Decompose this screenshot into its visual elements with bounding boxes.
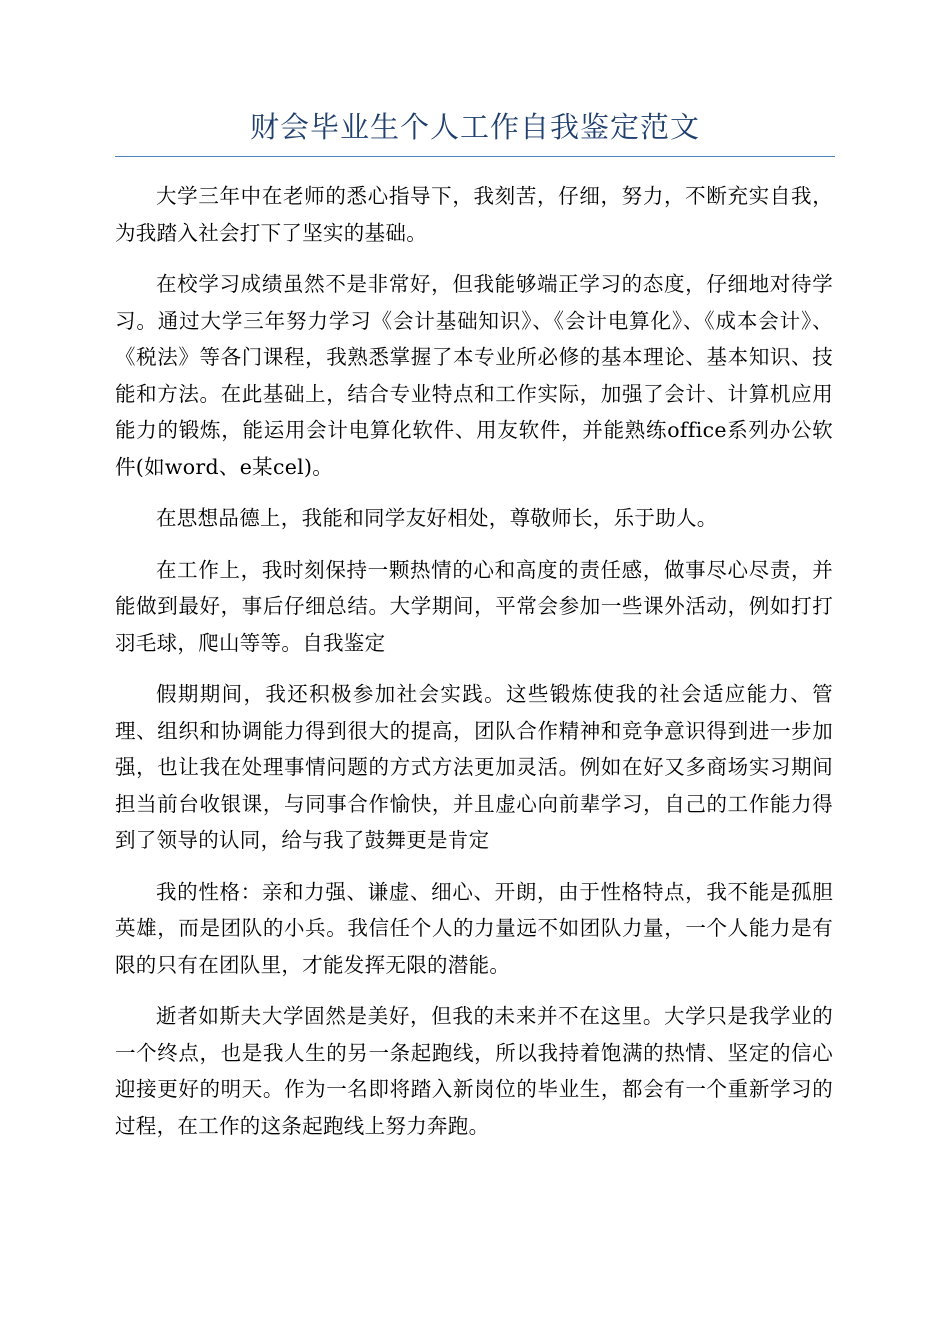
paragraph-future-outlook: 逝者如斯夫大学固然是美好，但我的未来并不在这里。大学只是我学业的一个终点，也是我人生的另一条起跑线，所以我持着饱满的热情、坚定的信心迎接更好的明天。作为一名即将踏入新岗位的毕业生，都会有一个重新学习的过程，在工作的这条起跑线上努力奔跑。 bbox=[115, 1004, 833, 1138]
paragraph-social-practice: 假期期间，我还积极参加社会实践。这些锻炼使我的社会适应能力、管理、组织和协调能力得到很大的提高，团队合作精神和竞争意识得到进一步加强，也让我在处理事情问题的方式方法更加灵活。例如在好又多商场实习期间担当前台收银课，与同事合作愉快，并且虚心向前辈学习，自己的工作能力得到了领导的认同，给与我了鼓舞更是肯定 bbox=[115, 682, 833, 852]
paragraph-academic-courses: 在校学习成绩虽然不是非常好，但我能够端正学习的态度，仔细地对待学习。通过大学三年努力学习《会计基础知识》、《会计电算化》、《成本会计》、《税法》等各门课程，我熟悉掌握了本专业所必修的基本理论、基本知识、技能和方法。在此基础上，结合专业特点和工作实际，加强了会计、计算机应用能力的锻炼，能运用会计电算化软件、用友软件，并能熟练office系列办公软件(如word、e某cel)。 bbox=[115, 272, 833, 479]
paragraph-study-guidance: 大学三年中在老师的悉心指导下，我刻苦，仔细，努力，不断充实自我，为我踏入社会打下了坚实的基础。 bbox=[115, 184, 833, 245]
page-title: 财会毕业生个人工作自我鉴定范文 bbox=[249, 110, 700, 144]
title-block bbox=[115, 104, 835, 157]
paragraph-personality: 我的性格：亲和力强、谦虚、细心、开朗，由于性格特点，我不能是孤胆英雄，而是团队的小兵。我信任个人的力量远不如团队力量，一个人能力是有限的只有在团队里，才能发挥无限的潜能。 bbox=[115, 879, 833, 977]
paragraph-work-attitude: 在工作上，我时刻保持一颗热情的心和高度的责任感，做事尽心尽责，并能做到最好，事后仔细总结。大学期间，平常会参加一些课外活动，例如打打羽毛球，爬山等等。自我鉴定 bbox=[115, 557, 833, 655]
paragraph-moral-character: 在思想品德上，我能和同学友好相处，尊敬师长，乐于助人。 bbox=[156, 506, 718, 530]
document-body bbox=[115, 178, 833, 1159]
